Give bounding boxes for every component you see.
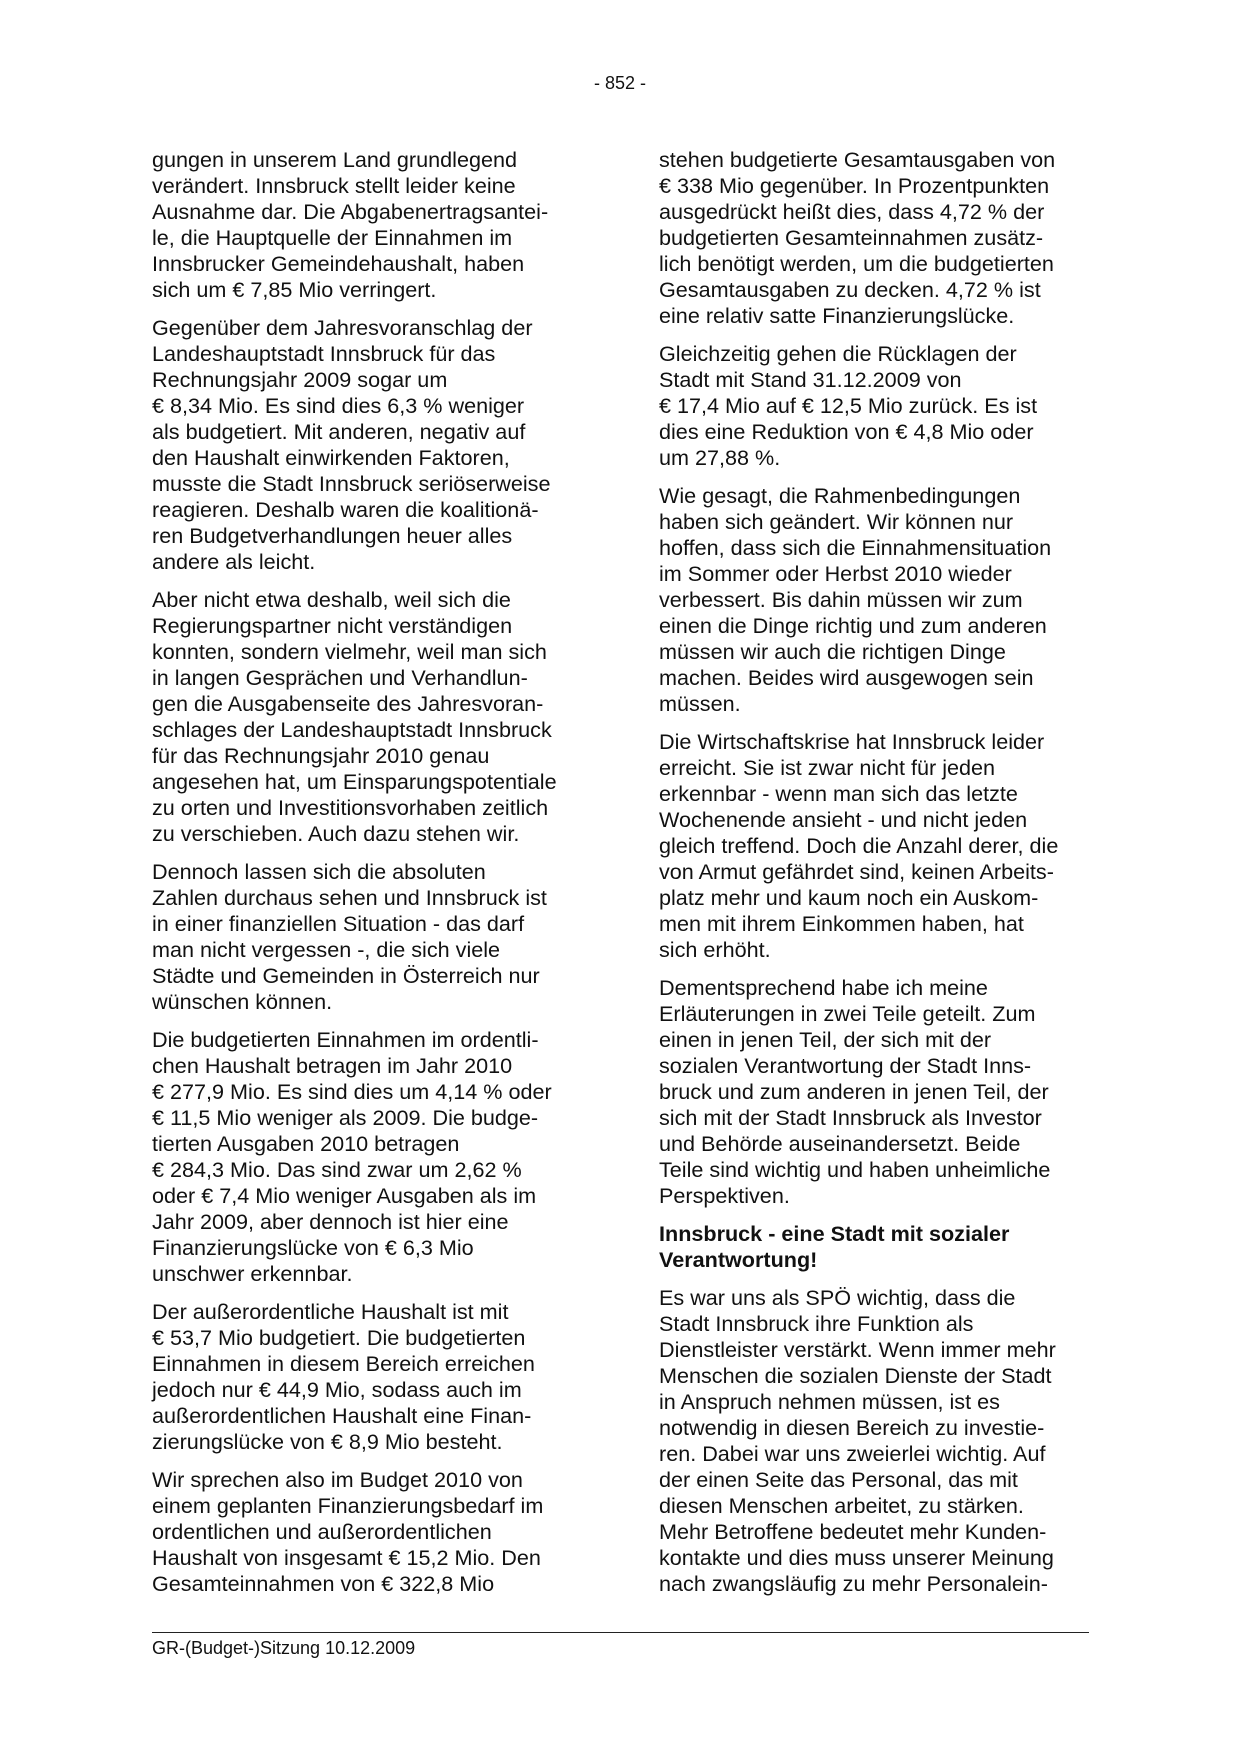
text-line: sich erhöht. xyxy=(659,937,771,962)
text-line: Einnahmen in diesem Bereich erreichen xyxy=(152,1351,535,1376)
text-line: gleich treffend. Doch die Anzahl derer, die xyxy=(659,833,1059,858)
text-line: oder € 7,4 Mio weniger Ausgaben als im xyxy=(152,1183,537,1208)
text-line: Gegenüber dem Jahresvoranschlag der xyxy=(152,315,533,340)
text-line: als budgetiert. Mit anderen, negativ auf xyxy=(152,419,526,444)
text-line: schlages der Landeshauptstadt Innsbruck xyxy=(152,717,552,742)
text-line: diesen Menschen arbeitet, zu stärken. xyxy=(659,1493,1024,1518)
text-line: Wochenende ansieht - und nicht jeden xyxy=(659,807,1028,832)
text-line: Landeshauptstadt Innsbruck für das xyxy=(152,341,496,366)
footer-session-label: GR-(Budget-)Sitzung 10.12.2009 xyxy=(152,1638,416,1658)
paragraph xyxy=(659,975,1095,1209)
text-line: für das Rechnungsjahr 2010 genau xyxy=(152,743,490,768)
text-line: Wie gesagt, die Rahmenbedingungen xyxy=(659,483,1021,508)
paragraph xyxy=(152,1467,588,1597)
text-line: chen Haushalt betragen im Jahr 2010 xyxy=(152,1053,513,1078)
text-line: den Haushalt einwirkenden Faktoren, xyxy=(152,445,510,470)
text-line: € 338 Mio gegenüber. In Prozentpunkten xyxy=(659,173,1050,198)
text-line: haben sich geändert. Wir können nur xyxy=(659,509,1014,534)
text-line: Stadt mit Stand 31.12.2009 von xyxy=(659,367,962,392)
text-line: der einen Seite das Personal, das mit xyxy=(659,1467,1018,1492)
text-line: konnten, sondern vielmehr, weil man sich xyxy=(152,639,547,664)
text-line: Dienstleister verstärkt. Wenn immer mehr xyxy=(659,1337,1056,1362)
text-line: erreicht. Sie ist zwar nicht für jeden xyxy=(659,755,996,780)
text-line: Menschen die sozialen Dienste der Stadt xyxy=(659,1363,1052,1388)
text-line: machen. Beides wird ausgewogen sein xyxy=(659,665,1034,690)
text-line: verändert. Innsbruck stellt leider keine xyxy=(152,173,516,198)
text-line: Dementsprechend habe ich meine xyxy=(659,975,988,1000)
text-line: verbessert. Bis dahin müssen wir zum xyxy=(659,587,1023,612)
text-line: dies eine Reduktion von € 4,8 Mio oder xyxy=(659,419,1034,444)
paragraph xyxy=(152,1299,588,1455)
text-line: platz mehr und kaum noch ein Auskom- xyxy=(659,885,1039,910)
paragraph xyxy=(152,587,588,847)
text-line: hoffen, dass sich die Einnahmensituation xyxy=(659,535,1052,560)
text-line: außerordentlichen Haushalt eine Finan- xyxy=(152,1403,532,1428)
page-number: - 852 - xyxy=(593,73,647,93)
text-line: le, die Hauptquelle der Einnahmen im xyxy=(152,225,513,250)
text-line: Mehr Betroffene bedeutet mehr Kunden- xyxy=(659,1519,1047,1544)
text-line: sich mit der Stadt Innsbruck als Investor xyxy=(659,1105,1042,1130)
text-line: unschwer erkennbar. xyxy=(152,1261,353,1286)
text-line: Innsbruck - eine Stadt mit sozialer xyxy=(659,1221,1010,1246)
text-line: in langen Gesprächen und Verhandlun- xyxy=(152,665,528,690)
paragraph xyxy=(659,1285,1095,1597)
text-line: Aber nicht etwa deshalb, weil sich die xyxy=(152,587,511,612)
text-line: müssen. xyxy=(659,691,741,716)
text-line: einen die Dinge richtig und zum anderen xyxy=(659,613,1047,638)
section-heading xyxy=(659,1221,1095,1273)
text-line: Verantwortung! xyxy=(659,1247,818,1272)
text-line: Haushalt von insgesamt € 15,2 Mio. Den xyxy=(152,1545,541,1570)
text-line: musste die Stadt Innsbruck seriöserweise xyxy=(152,471,551,496)
text-line: angesehen hat, um Einsparungspotentiale xyxy=(152,769,557,794)
text-line: andere als leicht. xyxy=(152,549,316,574)
text-line: wünschen können. xyxy=(152,989,333,1014)
text-line: sich um € 7,85 Mio verringert. xyxy=(152,277,437,302)
text-line: müssen wir auch die richtigen Dinge xyxy=(659,639,1006,664)
paragraph xyxy=(152,1027,588,1287)
text-line: Perspektiven. xyxy=(659,1183,790,1208)
text-line: Zahlen durchaus sehen und Innsbruck ist xyxy=(152,885,547,910)
text-line: tierten Ausgaben 2010 betragen xyxy=(152,1131,460,1156)
paragraph xyxy=(659,341,1095,471)
paragraph xyxy=(659,483,1095,717)
text-line: in Anspruch nehmen müssen, ist es xyxy=(659,1389,1000,1414)
text-line: Regierungspartner nicht verständigen xyxy=(152,613,513,638)
text-line: Dennoch lassen sich die absoluten xyxy=(152,859,486,884)
paragraph xyxy=(659,147,1095,329)
text-line: Es war uns als SPÖ wichtig, dass die xyxy=(659,1285,1016,1310)
text-line: man nicht vergessen -, die sich viele xyxy=(152,937,501,962)
text-line: budgetierten Gesamteinnahmen zusätz- xyxy=(659,225,1044,250)
text-line: Städte und Gemeinden in Österreich nur xyxy=(152,963,540,988)
text-line: Teile sind wichtig und haben unheimliche xyxy=(659,1157,1051,1182)
text-line: € 11,5 Mio weniger als 2009. Die budge- xyxy=(152,1105,539,1130)
text-line: € 284,3 Mio. Das sind zwar um 2,62 % xyxy=(152,1157,522,1182)
left-text-column xyxy=(152,147,588,1609)
paragraph xyxy=(152,147,588,303)
text-line: ren. Dabei war uns zweierlei wichtig. Auf xyxy=(659,1441,1046,1466)
text-line: einem geplanten Finanzierungsbedarf im xyxy=(152,1493,544,1518)
text-line: ren Budgetverhandlungen heuer alles xyxy=(152,523,513,548)
paragraph xyxy=(152,315,588,575)
text-line: Stadt Innsbruck ihre Funktion als xyxy=(659,1311,974,1336)
text-line: stehen budgetierte Gesamtausgaben von xyxy=(659,147,1056,172)
text-line: um 27,88 %. xyxy=(659,445,781,470)
text-line: € 17,4 Mio auf € 12,5 Mio zurück. Es ist xyxy=(659,393,1038,418)
text-line: nach zwangsläufig zu mehr Personalein- xyxy=(659,1571,1048,1596)
text-line: ausgedrückt heißt dies, dass 4,72 % der xyxy=(659,199,1045,224)
text-line: im Sommer oder Herbst 2010 wieder xyxy=(659,561,1012,586)
text-line: Ausnahme dar. Die Abgabenertragsantei- xyxy=(152,199,549,224)
footer-divider xyxy=(152,1632,1089,1633)
text-line: Erläuterungen in zwei Teile geteilt. Zum xyxy=(659,1001,1036,1026)
text-line: Die Wirtschaftskrise hat Innsbruck leider xyxy=(659,729,1045,754)
paragraph xyxy=(659,729,1095,963)
text-line: lich benötigt werden, um die budgetierten xyxy=(659,251,1054,276)
text-line: jedoch nur € 44,9 Mio, sodass auch im xyxy=(152,1377,522,1402)
text-line: Wir sprechen also im Budget 2010 von xyxy=(152,1467,523,1492)
text-line: gungen in unserem Land grundlegend xyxy=(152,147,517,172)
text-line: zu verschieben. Auch dazu stehen wir. xyxy=(152,821,520,846)
text-line: Finanzierungslücke von € 6,3 Mio xyxy=(152,1235,474,1260)
text-line: von Armut gefährdet sind, keinen Arbeits- xyxy=(659,859,1054,884)
text-line: Innsbrucker Gemeindehaushalt, haben xyxy=(152,251,525,276)
text-line: eine relativ satte Finanzierungslücke. xyxy=(659,303,1015,328)
text-line: erkennbar - wenn man sich das letzte xyxy=(659,781,1018,806)
text-line: zierungslücke von € 8,9 Mio besteht. xyxy=(152,1429,503,1454)
text-line: einen in jenen Teil, der sich mit der xyxy=(659,1027,992,1052)
text-line: gen die Ausgabenseite des Jahresvoran- xyxy=(152,691,544,716)
text-line: € 53,7 Mio budgetiert. Die budgetierten xyxy=(152,1325,526,1350)
text-line: Rechnungsjahr 2009 sogar um xyxy=(152,367,448,392)
text-line: Gleichzeitig gehen die Rücklagen der xyxy=(659,341,1017,366)
text-line: Gesamteinnahmen von € 322,8 Mio xyxy=(152,1571,495,1596)
text-line: Der außerordentliche Haushalt ist mit xyxy=(152,1299,509,1324)
text-line: Jahr 2009, aber dennoch ist hier eine xyxy=(152,1209,509,1234)
right-text-column xyxy=(659,147,1095,1609)
text-line: reagieren. Deshalb waren die koalitionä- xyxy=(152,497,539,522)
text-line: und Behörde auseinandersetzt. Beide xyxy=(659,1131,1021,1156)
text-line: Die budgetierten Einnahmen im ordentli- xyxy=(152,1027,539,1052)
text-line: € 277,9 Mio. Es sind dies um 4,14 % oder xyxy=(152,1079,552,1104)
text-line: men mit ihrem Einkommen haben, hat xyxy=(659,911,1024,936)
text-line: sozialen Verantwortung der Stadt Inns- xyxy=(659,1053,1032,1078)
text-line: ordentlichen und außerordentlichen xyxy=(152,1519,492,1544)
text-line: in einer finanziellen Situation - das darf xyxy=(152,911,525,936)
paragraph xyxy=(152,859,588,1015)
text-line: kontakte und dies muss unserer Meinung xyxy=(659,1545,1054,1570)
text-line: € 8,34 Mio. Es sind dies 6,3 % weniger xyxy=(152,393,525,418)
text-line: zu orten und Investitionsvorhaben zeitlich xyxy=(152,795,549,820)
text-line: notwendig in diesen Bereich zu investie- xyxy=(659,1415,1045,1440)
text-line: Gesamtausgaben zu decken. 4,72 % ist xyxy=(659,277,1041,302)
text-line: bruck und zum anderen in jenen Teil, der xyxy=(659,1079,1049,1104)
